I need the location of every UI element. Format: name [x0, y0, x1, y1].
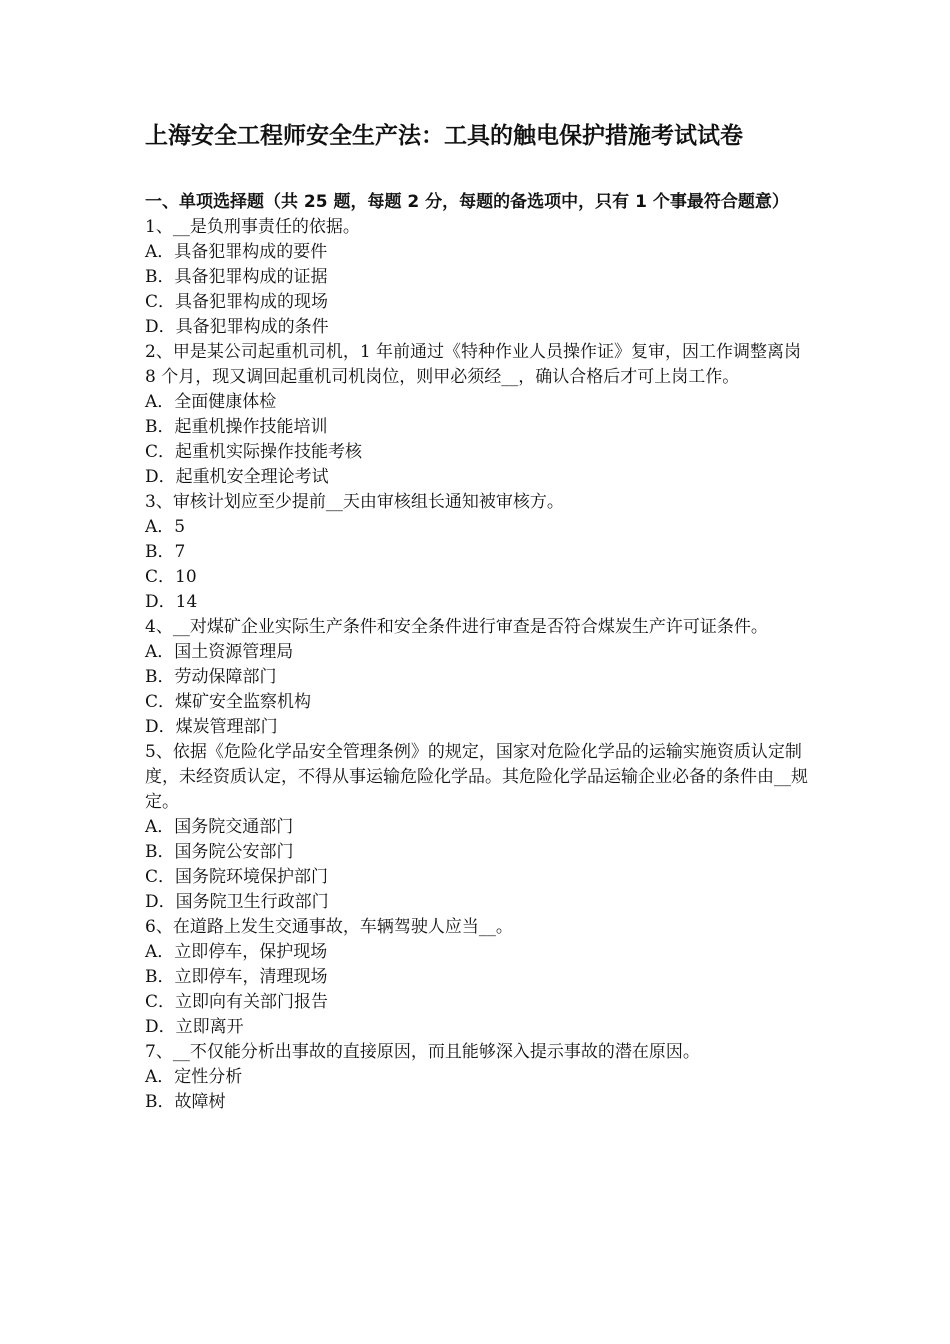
option-b: B．起重机操作技能培训 [145, 417, 328, 437]
option-d: D．起重机安全理论考试 [145, 467, 329, 487]
question-text: 5、依据《危险化学品安全管理条例》的规定，国家对危险化学品的运输实施资质认定制度，未经资质认定，不得从事运输危险化学品。其危险化学品运输企业必备的条件由__规定。 [145, 742, 808, 812]
question-4 [145, 615, 810, 740]
option-a: A．定性分析 [145, 1067, 243, 1087]
option-b: B．具备犯罪构成的证据 [145, 267, 328, 287]
question-7 [145, 1040, 810, 1115]
question-1 [145, 215, 810, 340]
option-a: A．国务院交通部门 [145, 817, 294, 837]
question-text: 2、甲是某公司起重机司机，1 年前通过《特种作业人员操作证》复审，因工作调整离岗 8 个月，现又调回起重机司机岗位，则甲必须经__，确认合格后才可上岗工作。 [145, 342, 802, 387]
option-a: A．国土资源管理局 [145, 642, 294, 662]
option-a: A．5 [145, 517, 186, 537]
option-d: D．14 [145, 592, 198, 612]
document-page [145, 118, 810, 1115]
question-5 [145, 740, 810, 915]
option-b: B．劳动保障部门 [145, 667, 277, 687]
question-text: 1、__是负刑事责任的依据。 [145, 217, 360, 237]
option-b: B．故障树 [145, 1092, 226, 1112]
option-d: D．国务院卫生行政部门 [145, 892, 329, 912]
option-d: D．具备犯罪构成的条件 [145, 317, 329, 337]
option-c: C．起重机实际操作技能考核 [145, 442, 363, 462]
question-text: 4、__对煤矿企业实际生产条件和安全条件进行审查是否符合煤炭生产许可证条件。 [145, 617, 768, 637]
option-c: C．煤矿安全监察机构 [145, 692, 312, 712]
option-d: D．立即离开 [145, 1017, 244, 1037]
question-text: 7、__不仅能分析出事故的直接原因，而且能够深入提示事故的潜在原因。 [145, 1042, 700, 1062]
option-a: A．具备犯罪构成的要件 [145, 242, 328, 262]
option-a: A．立即停车，保护现场 [145, 942, 328, 962]
question-3 [145, 490, 810, 615]
option-b: B．国务院公安部门 [145, 842, 294, 862]
section-heading: 一、单项选择题（共 25 题，每题 2 分，每题的备选项中，只有 1 个事最符合题意） [145, 192, 789, 212]
question-text: 6、在道路上发生交通事故，车辆驾驶人应当__。 [145, 917, 513, 937]
option-d: D．煤炭管理部门 [145, 717, 278, 737]
option-a: A．全面健康体检 [145, 392, 277, 412]
document-title: 上海安全工程师安全生产法：工具的触电保护措施考试试卷 [145, 123, 743, 149]
option-c: C．立即向有关部门报告 [145, 992, 329, 1012]
question-6 [145, 915, 810, 1040]
option-b: B．7 [145, 542, 186, 562]
option-b: B．立即停车，清理现场 [145, 967, 328, 987]
option-c: C．国务院环境保护部门 [145, 867, 329, 887]
question-2 [145, 340, 810, 490]
question-text: 3、审核计划应至少提前__天由审核组长通知被审核方。 [145, 492, 564, 512]
option-c: C．10 [145, 567, 197, 587]
option-c: C．具备犯罪构成的现场 [145, 292, 329, 312]
